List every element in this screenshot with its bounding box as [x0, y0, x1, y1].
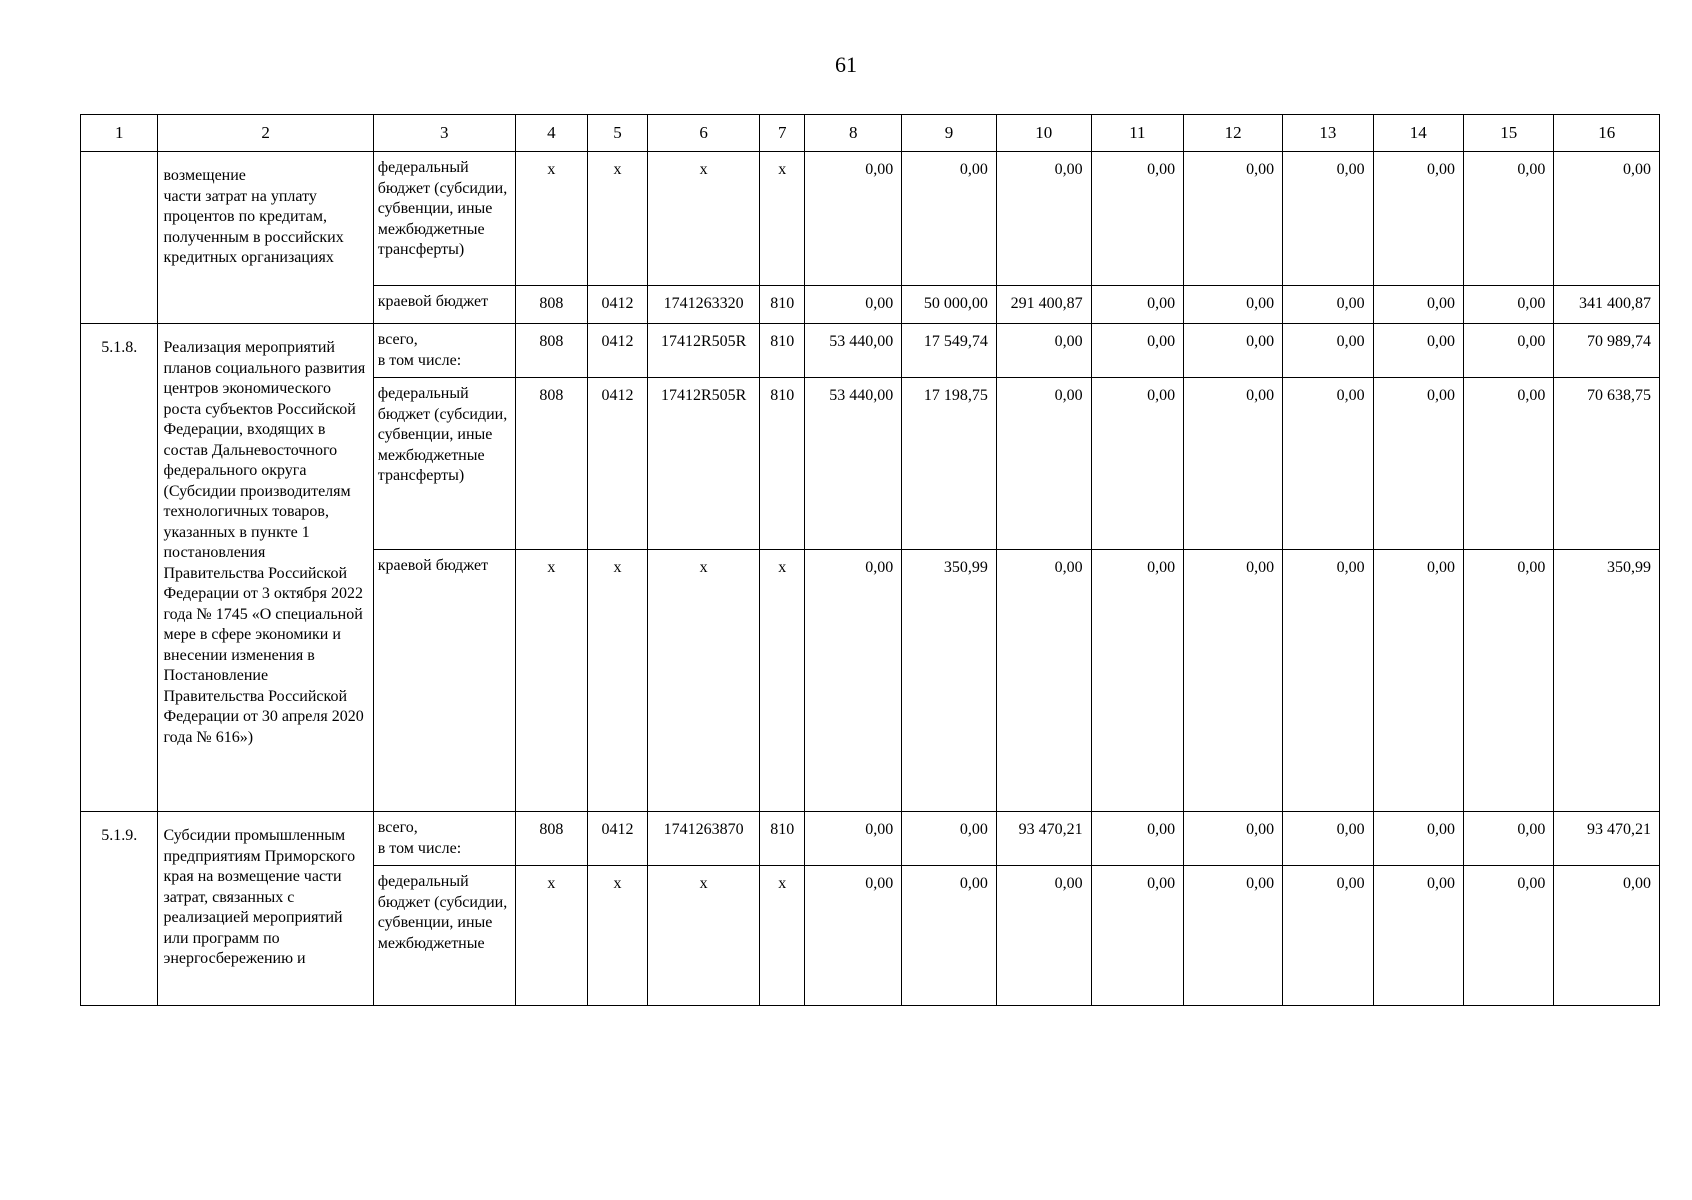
- funding-source: всего, в том числе:: [373, 812, 515, 866]
- amount-c15: 0,00: [1463, 866, 1553, 1006]
- budget-code-c7: 810: [760, 812, 805, 866]
- header-cell: 14: [1373, 115, 1463, 152]
- amount-c13: 0,00: [1283, 866, 1373, 1006]
- funding-source: федеральный бюджет (субсидии, субвенции, иные межбюджетные трансферты): [373, 378, 515, 550]
- amount-c15: 0,00: [1463, 378, 1553, 550]
- budget-code-c7: 810: [760, 324, 805, 378]
- budget-code-c6: х: [648, 152, 760, 286]
- amount-c14: 0,00: [1373, 378, 1463, 550]
- header-cell: 9: [902, 115, 997, 152]
- header-cell: 5: [587, 115, 647, 152]
- budget-code-c4: 808: [515, 378, 587, 550]
- amount-c9: 0,00: [902, 866, 997, 1006]
- amount-c13: 0,00: [1283, 378, 1373, 550]
- funding-source: краевой бюджет: [373, 286, 515, 324]
- budget-code-c7: х: [760, 866, 805, 1006]
- amount-c16: 70 638,75: [1554, 378, 1660, 550]
- funding-source: федеральный бюджет (субсидии, субвенции, иные межбюджетные трансферты): [373, 152, 515, 286]
- amount-c12: 0,00: [1184, 378, 1283, 550]
- amount-c13: 0,00: [1283, 152, 1373, 286]
- amount-c15: 0,00: [1463, 324, 1553, 378]
- budget-code-c6: х: [648, 550, 760, 812]
- amount-c14: 0,00: [1373, 324, 1463, 378]
- amount-c12: 0,00: [1184, 812, 1283, 866]
- amount-c9: 17 198,75: [902, 378, 997, 550]
- table-row: [81, 812, 1660, 866]
- amount-c13: 0,00: [1283, 324, 1373, 378]
- header-cell: 10: [996, 115, 1091, 152]
- amount-c13: 0,00: [1283, 286, 1373, 324]
- amount-c15: 0,00: [1463, 812, 1553, 866]
- amount-c12: 0,00: [1184, 550, 1283, 812]
- budget-code-c6: 17412R505R: [648, 378, 760, 550]
- amount-c8: 53 440,00: [805, 324, 902, 378]
- budget-code-c6: 17412R505R: [648, 324, 760, 378]
- amount-c10: 0,00: [996, 378, 1091, 550]
- amount-c11: 0,00: [1091, 866, 1184, 1006]
- table-row: [81, 324, 1660, 378]
- amount-c16: 350,99: [1554, 550, 1660, 812]
- amount-c10: 93 470,21: [996, 812, 1091, 866]
- amount-c8: 0,00: [805, 286, 902, 324]
- amount-c9: 50 000,00: [902, 286, 997, 324]
- item-name: возмещение части затрат на уплату процентов по кредитам, полученным в российских кредитных организациях: [158, 152, 373, 324]
- item-number: 5.1.9.: [81, 812, 158, 1006]
- budget-code-c6: х: [648, 866, 760, 1006]
- budget-table: [80, 114, 1660, 1006]
- amount-c9: 350,99: [902, 550, 997, 812]
- amount-c15: 0,00: [1463, 152, 1553, 286]
- amount-c8: 0,00: [805, 152, 902, 286]
- amount-c11: 0,00: [1091, 152, 1184, 286]
- header-cell: 16: [1554, 115, 1660, 152]
- amount-c9: 0,00: [902, 812, 997, 866]
- amount-c9: 0,00: [902, 152, 997, 286]
- amount-c10: 291 400,87: [996, 286, 1091, 324]
- header-cell: 2: [158, 115, 373, 152]
- page-number: 61: [835, 52, 857, 77]
- budget-code-c7: х: [760, 550, 805, 812]
- header-cell: 8: [805, 115, 902, 152]
- amount-c10: 0,00: [996, 152, 1091, 286]
- amount-c15: 0,00: [1463, 286, 1553, 324]
- amount-c11: 0,00: [1091, 812, 1184, 866]
- amount-c12: 0,00: [1184, 286, 1283, 324]
- budget-code-c5: 0412: [587, 378, 647, 550]
- header-cell: 7: [760, 115, 805, 152]
- amount-c10: 0,00: [996, 866, 1091, 1006]
- budget-code-c4: х: [515, 550, 587, 812]
- item-number: 5.1.8.: [81, 324, 158, 812]
- amount-c11: 0,00: [1091, 550, 1184, 812]
- budget-code-c5: х: [587, 550, 647, 812]
- amount-c9: 17 549,74: [902, 324, 997, 378]
- item-name: Реализация мероприятий планов социального развития центров экономического роста субъектов Российской Федерации, входящих в состав Дальневосточного федерального округа (Субсидии производителям технологичных товаров, указанных в пункте 1 постановления Правительства Российской Федерации от 3 октября 2022 года № 1745 «О специальной мере в сфере экономики и внесении изменения в Постановление Правительства Российской Федерации от 30 апреля 2020 года № 616»): [158, 324, 373, 812]
- header-cell: 15: [1463, 115, 1553, 152]
- amount-c11: 0,00: [1091, 286, 1184, 324]
- amount-c16: 93 470,21: [1554, 812, 1660, 866]
- funding-source: краевой бюджет: [373, 550, 515, 812]
- header-cell: 4: [515, 115, 587, 152]
- header-row: [81, 115, 1660, 152]
- amount-c8: 0,00: [805, 866, 902, 1006]
- amount-c16: 0,00: [1554, 866, 1660, 1006]
- header-cell: 6: [648, 115, 760, 152]
- amount-c14: 0,00: [1373, 866, 1463, 1006]
- amount-c14: 0,00: [1373, 152, 1463, 286]
- budget-code-c7: х: [760, 152, 805, 286]
- amount-c16: 0,00: [1554, 152, 1660, 286]
- budget-code-c4: х: [515, 866, 587, 1006]
- funding-source: федеральный бюджет (субсидии, субвенции, иные межбюджетные: [373, 866, 515, 1006]
- budget-code-c4: 808: [515, 286, 587, 324]
- header-cell: 11: [1091, 115, 1184, 152]
- amount-c12: 0,00: [1184, 866, 1283, 1006]
- item-number: [81, 152, 158, 324]
- amount-c14: 0,00: [1373, 812, 1463, 866]
- amount-c14: 0,00: [1373, 286, 1463, 324]
- amount-c11: 0,00: [1091, 324, 1184, 378]
- amount-c13: 0,00: [1283, 550, 1373, 812]
- amount-c16: 70 989,74: [1554, 324, 1660, 378]
- budget-code-c5: 0412: [587, 324, 647, 378]
- amount-c8: 53 440,00: [805, 378, 902, 550]
- budget-code-c6: 1741263870: [648, 812, 760, 866]
- amount-c15: 0,00: [1463, 550, 1553, 812]
- funding-source: всего, в том числе:: [373, 324, 515, 378]
- table-row: [81, 152, 1660, 286]
- amount-c14: 0,00: [1373, 550, 1463, 812]
- budget-code-c5: х: [587, 866, 647, 1006]
- amount-c12: 0,00: [1184, 324, 1283, 378]
- amount-c12: 0,00: [1184, 152, 1283, 286]
- budget-code-c5: 0412: [587, 812, 647, 866]
- budget-code-c7: 810: [760, 378, 805, 550]
- item-name: Субсидии промышленным предприятиям Приморского края на возмещение части затрат, связанных с реализацией мероприятий или программ по энергосбережению и: [158, 812, 373, 1006]
- header-cell: 13: [1283, 115, 1373, 152]
- amount-c11: 0,00: [1091, 378, 1184, 550]
- header-cell: 12: [1184, 115, 1283, 152]
- amount-c16: 341 400,87: [1554, 286, 1660, 324]
- header-cell: 3: [373, 115, 515, 152]
- budget-code-c5: 0412: [587, 286, 647, 324]
- amount-c10: 0,00: [996, 550, 1091, 812]
- budget-code-c4: 808: [515, 324, 587, 378]
- budget-code-c4: 808: [515, 812, 587, 866]
- budget-code-c7: 810: [760, 286, 805, 324]
- amount-c8: 0,00: [805, 550, 902, 812]
- amount-c10: 0,00: [996, 324, 1091, 378]
- amount-c13: 0,00: [1283, 812, 1373, 866]
- budget-code-c6: 1741263320: [648, 286, 760, 324]
- header-cell: 1: [81, 115, 158, 152]
- amount-c8: 0,00: [805, 812, 902, 866]
- budget-code-c5: х: [587, 152, 647, 286]
- budget-code-c4: х: [515, 152, 587, 286]
